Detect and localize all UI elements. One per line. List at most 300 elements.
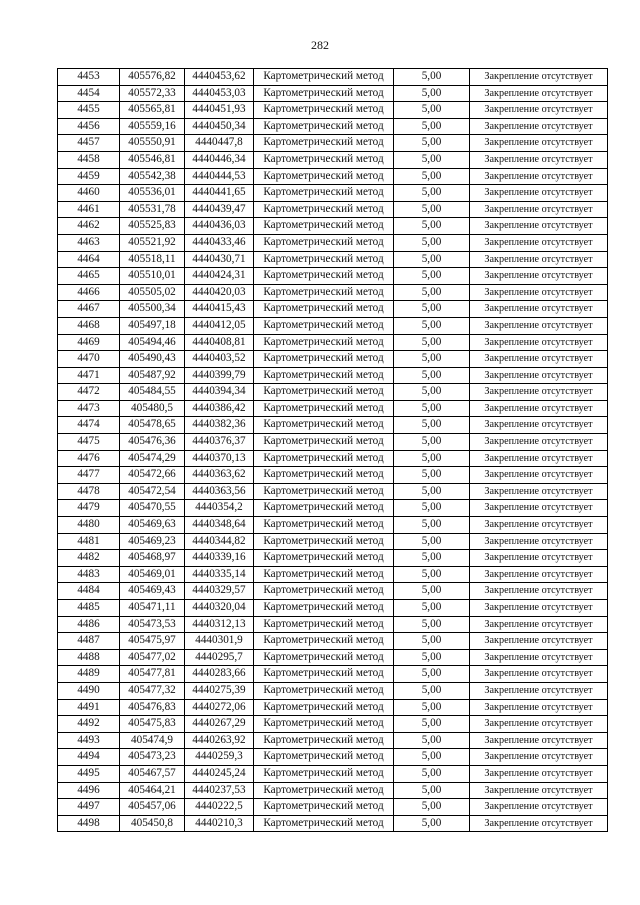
point-number-cell: 4454 (58, 85, 120, 102)
fixation-cell: Закрепление отсутствует (470, 600, 608, 617)
accuracy-cell: 5,00 (394, 417, 470, 434)
method-cell: Картометрический метод (254, 351, 394, 368)
fixation-cell: Закрепление отсутствует (470, 201, 608, 218)
table-row (58, 102, 608, 119)
fixation-cell: Закрепление отсутствует (470, 682, 608, 699)
y-coordinate-cell: 4440363,62 (185, 467, 254, 484)
x-coordinate-cell: 405536,01 (120, 185, 185, 202)
table-row (58, 765, 608, 782)
point-number-cell: 4486 (58, 616, 120, 633)
table-row (58, 583, 608, 600)
method-cell: Картометрический метод (254, 633, 394, 650)
x-coordinate-cell: 405475,97 (120, 633, 185, 650)
accuracy-cell: 5,00 (394, 234, 470, 251)
accuracy-cell: 5,00 (394, 666, 470, 683)
method-cell: Картометрический метод (254, 434, 394, 451)
point-number-cell: 4488 (58, 649, 120, 666)
table-row (58, 666, 608, 683)
table-row (58, 417, 608, 434)
method-cell: Картометрический метод (254, 682, 394, 699)
method-cell: Картометрический метод (254, 185, 394, 202)
point-number-cell: 4457 (58, 135, 120, 152)
x-coordinate-cell: 405477,81 (120, 666, 185, 683)
method-cell: Картометрический метод (254, 732, 394, 749)
y-coordinate-cell: 4440348,64 (185, 517, 254, 534)
method-cell: Картометрический метод (254, 69, 394, 86)
accuracy-cell: 5,00 (394, 201, 470, 218)
x-coordinate-cell: 405505,02 (120, 284, 185, 301)
point-number-cell: 4489 (58, 666, 120, 683)
method-cell: Картометрический метод (254, 799, 394, 816)
accuracy-cell: 5,00 (394, 616, 470, 633)
fixation-cell: Закрепление отсутствует (470, 118, 608, 135)
point-number-cell: 4468 (58, 317, 120, 334)
fixation-cell: Закрепление отсутствует (470, 301, 608, 318)
table-row (58, 649, 608, 666)
y-coordinate-cell: 4440399,79 (185, 367, 254, 384)
y-coordinate-cell: 4440436,03 (185, 218, 254, 235)
table-row (58, 251, 608, 268)
table-row (58, 168, 608, 185)
fixation-cell: Закрепление отсутствует (470, 566, 608, 583)
x-coordinate-cell: 405542,38 (120, 168, 185, 185)
y-coordinate-cell: 4440370,13 (185, 450, 254, 467)
table-row (58, 268, 608, 285)
method-cell: Картометрический метод (254, 749, 394, 766)
fixation-cell: Закрепление отсутствует (470, 483, 608, 500)
table-row (58, 151, 608, 168)
table-row (58, 317, 608, 334)
point-number-cell: 4462 (58, 218, 120, 235)
point-number-cell: 4475 (58, 434, 120, 451)
accuracy-cell: 5,00 (394, 749, 470, 766)
point-number-cell: 4496 (58, 782, 120, 799)
x-coordinate-cell: 405576,82 (120, 69, 185, 86)
x-coordinate-cell: 405474,9 (120, 732, 185, 749)
y-coordinate-cell: 4440394,34 (185, 384, 254, 401)
method-cell: Картометрический метод (254, 417, 394, 434)
table-row (58, 682, 608, 699)
y-coordinate-cell: 4440376,37 (185, 434, 254, 451)
x-coordinate-cell: 405487,92 (120, 367, 185, 384)
fixation-cell: Закрепление отсутствует (470, 317, 608, 334)
point-number-cell: 4482 (58, 550, 120, 567)
method-cell: Картометрический метод (254, 699, 394, 716)
point-number-cell: 4472 (58, 384, 120, 401)
y-coordinate-cell: 4440441,65 (185, 185, 254, 202)
y-coordinate-cell: 4440453,03 (185, 85, 254, 102)
accuracy-cell: 5,00 (394, 251, 470, 268)
fixation-cell: Закрепление отсутствует (470, 533, 608, 550)
table-row (58, 633, 608, 650)
y-coordinate-cell: 4440210,3 (185, 815, 254, 832)
accuracy-cell: 5,00 (394, 583, 470, 600)
table-row (58, 616, 608, 633)
accuracy-cell: 5,00 (394, 135, 470, 152)
fixation-cell: Закрепление отсутствует (470, 649, 608, 666)
x-coordinate-cell: 405464,21 (120, 782, 185, 799)
y-coordinate-cell: 4440259,3 (185, 749, 254, 766)
x-coordinate-cell: 405474,29 (120, 450, 185, 467)
point-number-cell: 4485 (58, 600, 120, 617)
method-cell: Картометрический метод (254, 483, 394, 500)
y-coordinate-cell: 4440295,7 (185, 649, 254, 666)
method-cell: Картометрический метод (254, 251, 394, 268)
point-number-cell: 4491 (58, 699, 120, 716)
table-row (58, 483, 608, 500)
x-coordinate-cell: 405478,65 (120, 417, 185, 434)
y-coordinate-cell: 4440451,93 (185, 102, 254, 119)
table-row (58, 118, 608, 135)
x-coordinate-cell: 405494,46 (120, 334, 185, 351)
y-coordinate-cell: 4440263,92 (185, 732, 254, 749)
point-number-cell: 4474 (58, 417, 120, 434)
table-row (58, 533, 608, 550)
table-row (58, 201, 608, 218)
accuracy-cell: 5,00 (394, 400, 470, 417)
y-coordinate-cell: 4440386,42 (185, 400, 254, 417)
table-row (58, 69, 608, 86)
y-coordinate-cell: 4440245,24 (185, 765, 254, 782)
method-cell: Картометрический метод (254, 450, 394, 467)
x-coordinate-cell: 405484,55 (120, 384, 185, 401)
fixation-cell: Закрепление отсутствует (470, 168, 608, 185)
table-row (58, 550, 608, 567)
method-cell: Картометрический метод (254, 666, 394, 683)
table-row (58, 234, 608, 251)
y-coordinate-cell: 4440430,71 (185, 251, 254, 268)
method-cell: Картометрический метод (254, 716, 394, 733)
accuracy-cell: 5,00 (394, 732, 470, 749)
method-cell: Картометрический метод (254, 367, 394, 384)
table-row (58, 384, 608, 401)
table-row (58, 135, 608, 152)
table-row (58, 699, 608, 716)
y-coordinate-cell: 4440283,66 (185, 666, 254, 683)
method-cell: Картометрический метод (254, 118, 394, 135)
method-cell: Картометрический метод (254, 400, 394, 417)
method-cell: Картометрический метод (254, 467, 394, 484)
accuracy-cell: 5,00 (394, 317, 470, 334)
table-row (58, 566, 608, 583)
table-row (58, 450, 608, 467)
x-coordinate-cell: 405565,81 (120, 102, 185, 119)
table-row (58, 732, 608, 749)
method-cell: Картометрический метод (254, 234, 394, 251)
accuracy-cell: 5,00 (394, 218, 470, 235)
point-number-cell: 4467 (58, 301, 120, 318)
accuracy-cell: 5,00 (394, 185, 470, 202)
y-coordinate-cell: 4440363,56 (185, 483, 254, 500)
accuracy-cell: 5,00 (394, 384, 470, 401)
x-coordinate-cell: 405472,66 (120, 467, 185, 484)
method-cell: Картометрический метод (254, 218, 394, 235)
fixation-cell: Закрепление отсутствует (470, 384, 608, 401)
accuracy-cell: 5,00 (394, 151, 470, 168)
x-coordinate-cell: 405471,11 (120, 600, 185, 617)
fixation-cell: Закрепление отсутствует (470, 185, 608, 202)
accuracy-cell: 5,00 (394, 118, 470, 135)
accuracy-cell: 5,00 (394, 367, 470, 384)
x-coordinate-cell: 405477,32 (120, 682, 185, 699)
x-coordinate-cell: 405521,92 (120, 234, 185, 251)
table-row (58, 716, 608, 733)
fixation-cell: Закрепление отсутствует (470, 102, 608, 119)
x-coordinate-cell: 405477,02 (120, 649, 185, 666)
method-cell: Картометрический метод (254, 268, 394, 285)
fixation-cell: Закрепление отсутствует (470, 799, 608, 816)
y-coordinate-cell: 4440267,29 (185, 716, 254, 733)
method-cell: Картометрический метод (254, 550, 394, 567)
point-number-cell: 4498 (58, 815, 120, 832)
method-cell: Картометрический метод (254, 782, 394, 799)
table-body (58, 69, 608, 832)
method-cell: Картометрический метод (254, 384, 394, 401)
y-coordinate-cell: 4440222,5 (185, 799, 254, 816)
accuracy-cell: 5,00 (394, 682, 470, 699)
point-number-cell: 4458 (58, 151, 120, 168)
accuracy-cell: 5,00 (394, 483, 470, 500)
table-row (58, 351, 608, 368)
method-cell: Картометрический метод (254, 284, 394, 301)
accuracy-cell: 5,00 (394, 533, 470, 550)
accuracy-cell: 5,00 (394, 268, 470, 285)
y-coordinate-cell: 4440320,04 (185, 600, 254, 617)
method-cell: Картометрический метод (254, 616, 394, 633)
x-coordinate-cell: 405470,55 (120, 500, 185, 517)
point-number-cell: 4493 (58, 732, 120, 749)
fixation-cell: Закрепление отсутствует (470, 400, 608, 417)
table-row (58, 400, 608, 417)
x-coordinate-cell: 405468,97 (120, 550, 185, 567)
point-number-cell: 4469 (58, 334, 120, 351)
y-coordinate-cell: 4440415,43 (185, 301, 254, 318)
point-number-cell: 4471 (58, 367, 120, 384)
fixation-cell: Закрепление отсутствует (470, 334, 608, 351)
table-row (58, 85, 608, 102)
fixation-cell: Закрепление отсутствует (470, 616, 608, 633)
y-coordinate-cell: 4440354,2 (185, 500, 254, 517)
x-coordinate-cell: 405510,01 (120, 268, 185, 285)
fixation-cell: Закрепление отсутствует (470, 699, 608, 716)
method-cell: Картометрический метод (254, 765, 394, 782)
fixation-cell: Закрепление отсутствует (470, 732, 608, 749)
x-coordinate-cell: 405572,33 (120, 85, 185, 102)
x-coordinate-cell: 405469,23 (120, 533, 185, 550)
y-coordinate-cell: 4440272,06 (185, 699, 254, 716)
accuracy-cell: 5,00 (394, 517, 470, 534)
point-number-cell: 4492 (58, 716, 120, 733)
page-number: 282 (311, 38, 329, 52)
x-coordinate-cell: 405475,83 (120, 716, 185, 733)
point-number-cell: 4481 (58, 533, 120, 550)
point-number-cell: 4466 (58, 284, 120, 301)
fixation-cell: Закрепление отсутствует (470, 69, 608, 86)
x-coordinate-cell: 405518,11 (120, 251, 185, 268)
y-coordinate-cell: 4440382,36 (185, 417, 254, 434)
point-number-cell: 4479 (58, 500, 120, 517)
point-number-cell: 4453 (58, 69, 120, 86)
fixation-cell: Закрепление отсутствует (470, 550, 608, 567)
point-number-cell: 4456 (58, 118, 120, 135)
table-row (58, 749, 608, 766)
x-coordinate-cell: 405467,57 (120, 765, 185, 782)
x-coordinate-cell: 405531,78 (120, 201, 185, 218)
method-cell: Картометрический метод (254, 600, 394, 617)
accuracy-cell: 5,00 (394, 550, 470, 567)
fixation-cell: Закрепление отсутствует (470, 450, 608, 467)
point-number-cell: 4476 (58, 450, 120, 467)
y-coordinate-cell: 4440439,47 (185, 201, 254, 218)
y-coordinate-cell: 4440447,8 (185, 135, 254, 152)
accuracy-cell: 5,00 (394, 716, 470, 733)
point-number-cell: 4473 (58, 400, 120, 417)
fixation-cell: Закрепление отсутствует (470, 234, 608, 251)
table-row (58, 434, 608, 451)
method-cell: Картометрический метод (254, 168, 394, 185)
fixation-cell: Закрепление отсутствует (470, 151, 608, 168)
fixation-cell: Закрепление отсутствует (470, 218, 608, 235)
accuracy-cell: 5,00 (394, 85, 470, 102)
point-number-cell: 4455 (58, 102, 120, 119)
method-cell: Картометрический метод (254, 649, 394, 666)
fixation-cell: Закрепление отсутствует (470, 417, 608, 434)
y-coordinate-cell: 4440446,34 (185, 151, 254, 168)
accuracy-cell: 5,00 (394, 301, 470, 318)
table-row (58, 185, 608, 202)
method-cell: Картометрический метод (254, 317, 394, 334)
y-coordinate-cell: 4440344,82 (185, 533, 254, 550)
table-row (58, 815, 608, 832)
table-row (58, 367, 608, 384)
point-number-cell: 4490 (58, 682, 120, 699)
accuracy-cell: 5,00 (394, 649, 470, 666)
method-cell: Картометрический метод (254, 566, 394, 583)
accuracy-cell: 5,00 (394, 815, 470, 832)
table-row (58, 301, 608, 318)
y-coordinate-cell: 4440433,46 (185, 234, 254, 251)
accuracy-cell: 5,00 (394, 600, 470, 617)
point-number-cell: 4461 (58, 201, 120, 218)
x-coordinate-cell: 405559,16 (120, 118, 185, 135)
fixation-cell: Закрепление отсутствует (470, 268, 608, 285)
x-coordinate-cell: 405469,63 (120, 517, 185, 534)
fixation-cell: Закрепление отсутствует (470, 351, 608, 368)
y-coordinate-cell: 4440412,05 (185, 317, 254, 334)
fixation-cell: Закрепление отсутствует (470, 815, 608, 832)
x-coordinate-cell: 405472,54 (120, 483, 185, 500)
table-row (58, 500, 608, 517)
table-row (58, 218, 608, 235)
method-cell: Картометрический метод (254, 85, 394, 102)
fixation-cell: Закрепление отсутствует (470, 85, 608, 102)
x-coordinate-cell: 405525,83 (120, 218, 185, 235)
accuracy-cell: 5,00 (394, 500, 470, 517)
y-coordinate-cell: 4440450,34 (185, 118, 254, 135)
fixation-cell: Закрепление отсутствует (470, 782, 608, 799)
point-number-cell: 4487 (58, 633, 120, 650)
point-number-cell: 4494 (58, 749, 120, 766)
accuracy-cell: 5,00 (394, 334, 470, 351)
y-coordinate-cell: 4440444,53 (185, 168, 254, 185)
fixation-cell: Закрепление отсутствует (470, 434, 608, 451)
accuracy-cell: 5,00 (394, 633, 470, 650)
method-cell: Картометрический метод (254, 517, 394, 534)
method-cell: Картометрический метод (254, 334, 394, 351)
fixation-cell: Закрепление отсутствует (470, 716, 608, 733)
x-coordinate-cell: 405476,36 (120, 434, 185, 451)
y-coordinate-cell: 4440237,53 (185, 782, 254, 799)
x-coordinate-cell: 405550,91 (120, 135, 185, 152)
fixation-cell: Закрепление отсутствует (470, 135, 608, 152)
method-cell: Картометрический метод (254, 533, 394, 550)
x-coordinate-cell: 405473,53 (120, 616, 185, 633)
fixation-cell: Закрепление отсутствует (470, 284, 608, 301)
fixation-cell: Закрепление отсутствует (470, 749, 608, 766)
table-row (58, 334, 608, 351)
point-number-cell: 4459 (58, 168, 120, 185)
x-coordinate-cell: 405450,8 (120, 815, 185, 832)
x-coordinate-cell: 405497,18 (120, 317, 185, 334)
x-coordinate-cell: 405473,23 (120, 749, 185, 766)
table-row (58, 600, 608, 617)
accuracy-cell: 5,00 (394, 799, 470, 816)
x-coordinate-cell: 405546,81 (120, 151, 185, 168)
accuracy-cell: 5,00 (394, 699, 470, 716)
fixation-cell: Закрепление отсутствует (470, 583, 608, 600)
point-number-cell: 4463 (58, 234, 120, 251)
point-number-cell: 4484 (58, 583, 120, 600)
y-coordinate-cell: 4440301,9 (185, 633, 254, 650)
accuracy-cell: 5,00 (394, 566, 470, 583)
accuracy-cell: 5,00 (394, 69, 470, 86)
fixation-cell: Закрепление отсутствует (470, 500, 608, 517)
point-number-cell: 4470 (58, 351, 120, 368)
method-cell: Картометрический метод (254, 500, 394, 517)
method-cell: Картометрический метод (254, 301, 394, 318)
accuracy-cell: 5,00 (394, 765, 470, 782)
method-cell: Картометрический метод (254, 583, 394, 600)
x-coordinate-cell: 405476,83 (120, 699, 185, 716)
fixation-cell: Закрепление отсутствует (470, 517, 608, 534)
fixation-cell: Закрепление отсутствует (470, 251, 608, 268)
fixation-cell: Закрепление отсутствует (470, 765, 608, 782)
method-cell: Картометрический метод (254, 102, 394, 119)
x-coordinate-cell: 405490,43 (120, 351, 185, 368)
x-coordinate-cell: 405500,34 (120, 301, 185, 318)
table-row (58, 467, 608, 484)
point-number-cell: 4460 (58, 185, 120, 202)
point-number-cell: 4480 (58, 517, 120, 534)
y-coordinate-cell: 4440339,16 (185, 550, 254, 567)
fixation-cell: Закрепление отсутствует (470, 467, 608, 484)
table-row (58, 284, 608, 301)
accuracy-cell: 5,00 (394, 168, 470, 185)
method-cell: Картометрический метод (254, 151, 394, 168)
point-number-cell: 4497 (58, 799, 120, 816)
x-coordinate-cell: 405469,43 (120, 583, 185, 600)
x-coordinate-cell: 405469,01 (120, 566, 185, 583)
x-coordinate-cell: 405457,06 (120, 799, 185, 816)
point-number-cell: 4477 (58, 467, 120, 484)
method-cell: Картометрический метод (254, 135, 394, 152)
accuracy-cell: 5,00 (394, 467, 470, 484)
accuracy-cell: 5,00 (394, 351, 470, 368)
y-coordinate-cell: 4440329,57 (185, 583, 254, 600)
fixation-cell: Закрепление отсутствует (470, 666, 608, 683)
point-number-cell: 4464 (58, 251, 120, 268)
table-row (58, 782, 608, 799)
